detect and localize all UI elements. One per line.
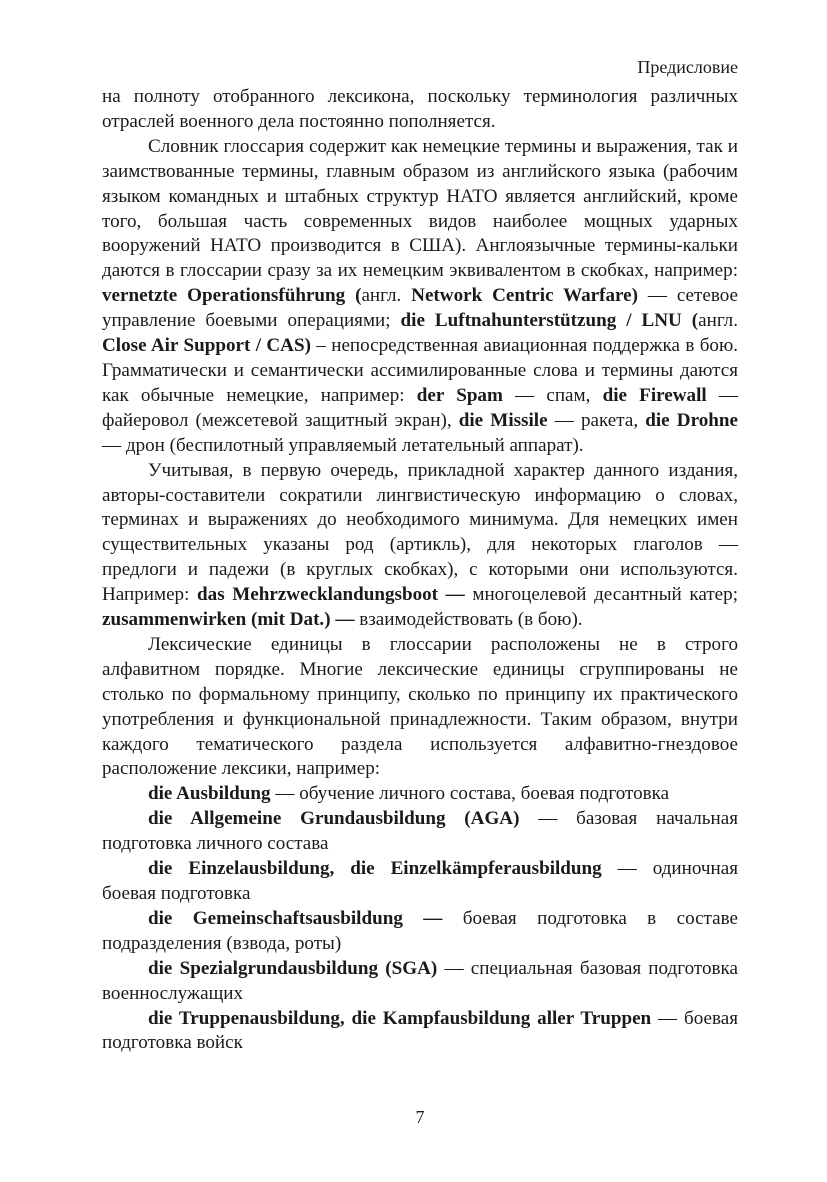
- bold-term: die Firewall: [602, 384, 707, 406]
- bold-term: die Luftnahunterstützung / LNU (: [400, 310, 699, 332]
- bold-term: zusammenwirken (mit Dat.) —: [102, 609, 355, 631]
- example-entry: [102, 782, 738, 807]
- bold-term: vernetzte Operationsführung (: [102, 285, 362, 307]
- example-term: die Einzelausbildung, die Einzelkämpferausbildung: [148, 858, 602, 880]
- example-term: die Spezialgrundausbildung (SGA): [148, 957, 438, 979]
- example-definition: боевая подготовка в составе подразделения (взвода, роты): [102, 907, 738, 954]
- example-definition: — одиночная боевая подготовка: [102, 858, 738, 904]
- example-entry: [102, 857, 738, 907]
- example-term: die Truppenausbildung, die Kampfausbildung aller Truppen: [148, 1007, 652, 1029]
- bold-term: der Spam: [416, 384, 503, 406]
- paragraph-continuation: на полноту отобранного лексикона, поскольку терминология различных отраслей военного дела постоянно пополняется.: [102, 86, 738, 132]
- bold-term: die Drohne: [645, 409, 738, 431]
- bold-term: das Mehrzwecklandungsboot —: [197, 584, 465, 606]
- bold-term: Close Air Support / CAS): [102, 335, 311, 357]
- paragraph-linguistic-info: Учитывая, в первую очередь, прикладной характер данного издания, авторы-составители сократили лингвистическую информацию о словах, терминах и выражениях до необходимого минимума. Для немецких имен существительных указаны род (артикль), для некоторых глаголов — предлоги и падежи (в круглых скобках), с которыми они используются. Например: das Mehrzwecklandungsboot — многоцелевой десантный катер; zusammenwirken (mit Dat.) — взаимодействовать (в бою).: [102, 459, 738, 631]
- example-entry: [102, 1007, 738, 1057]
- paragraph-glossary-vocabulary: Словник глоссария содержит как немецкие термины и выражения, так и заимствованные термины, главным образом из английского языка (рабочим языком командных и штабных структур НАТО является английский, кроме того, большая часть современных видов наиболее мощных ударных вооружений НАТО производится в США). Англоязычные термины-кальки даются в глоссарии сразу за их немецким эквивалентом в скобках, например: vernetzte Operationsführung (англ. Network Centric Warfare) — сетевое управление боевыми операциями; die Luftnahunterstützung / LNU (англ. Close Air Support / CAS) – непосредственная авиационная поддержка в бою. Грамматически и семантически ассимилированные слова и термины даются как обычные немецкие, например: der Spam — спам, die Firewall — файеровол (межсетевой защитный экран), die Missile — ракета, die Drohne — дрон (беспилотный управляемый летательный аппарат).: [102, 135, 739, 456]
- example-entry: [102, 957, 738, 1007]
- example-term: die Gemeinschaftsausbildung —: [148, 907, 443, 929]
- bold-term: Network Centric Warfare): [411, 285, 639, 307]
- example-entry: [102, 807, 738, 857]
- example-term: die Allgemeine Grundausbildung (AGA): [148, 808, 520, 830]
- example-definition: — базовая начальная подготовка личного состава: [102, 808, 738, 855]
- example-term: die Ausbildung: [148, 783, 271, 805]
- bold-term: die Missile: [458, 409, 548, 431]
- example-definition: — специальная базовая подготовка военнослужащих: [102, 957, 739, 1004]
- running-header: Предисловие: [637, 57, 738, 77]
- example-entry: [102, 907, 738, 957]
- example-definition: — боевая подготовка войск: [102, 1007, 738, 1054]
- page-number: 7: [415, 1107, 425, 1127]
- example-definition: — обучение личного состава, боевая подготовка: [270, 783, 670, 805]
- paragraph-arrangement: Лексические единицы в глоссарии расположены не в строго алфавитном порядке. Многие лексические единицы сгруппированы не столько по формальному принципу, сколько по принципу их практического употребления и функциональной принадлежности. Таким образом, внутри каждого тематического раздела используется алфавитно-гнездовое расположение лексики, например:: [102, 633, 738, 780]
- body-text: [102, 85, 738, 1056]
